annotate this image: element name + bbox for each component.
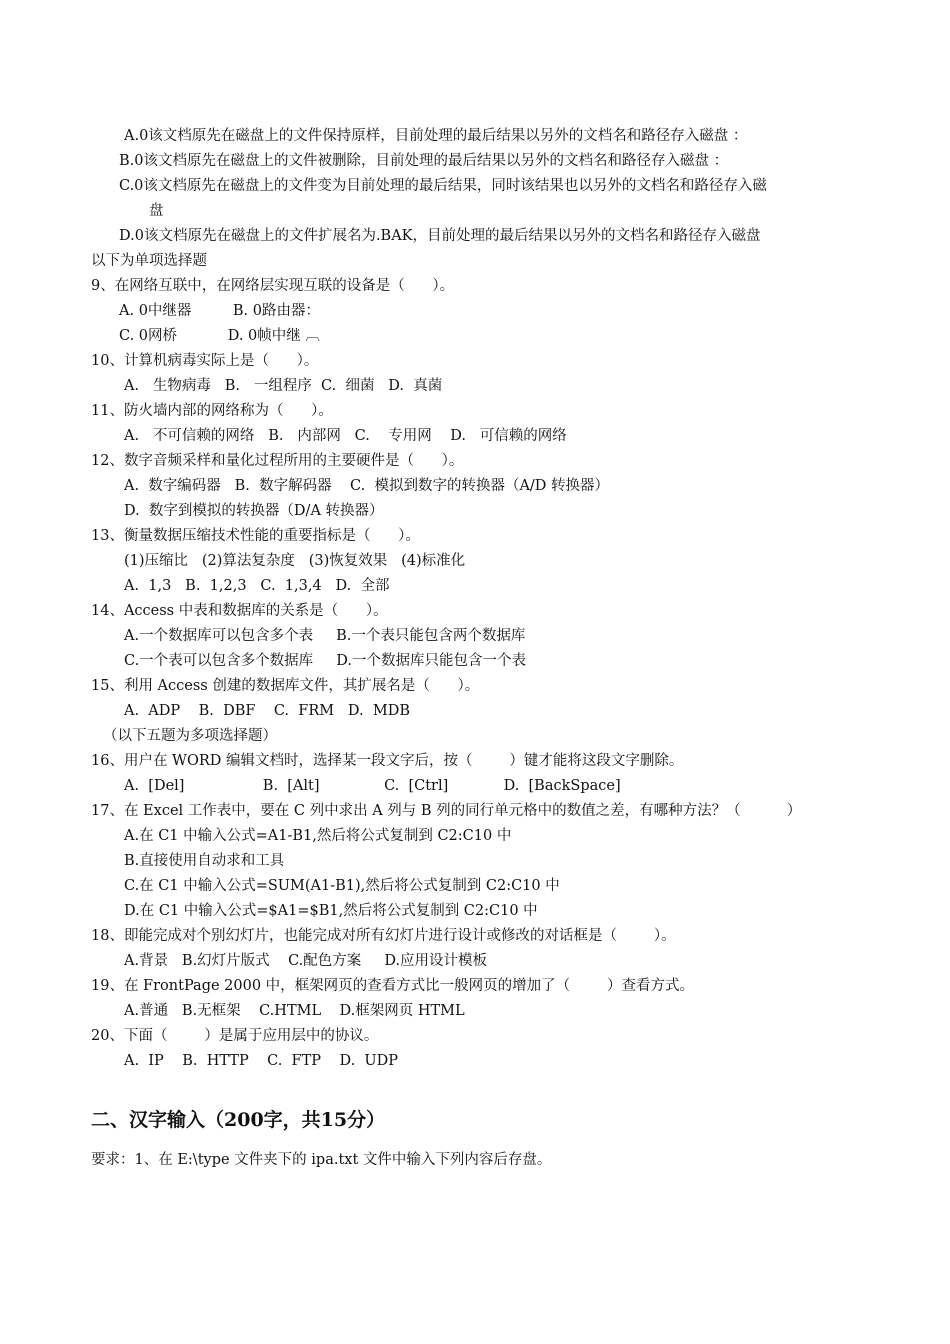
option-c-save-as: C.0该文档原先在磁盘上的文件变为目前处理的最后结果，同时该结果也以另外的文档名和路径存入磁 bbox=[119, 178, 767, 194]
question-18: 18、即能完成对个别幻灯片，也能完成对所有幻灯片进行设计或修改的对话框是（ ）。 bbox=[91, 928, 676, 944]
question-13-options: A. 1,3 B. 1,2,3 C. 1,3,4 D. 全部 bbox=[124, 578, 390, 594]
option-d-save-as: D.0该文档原先在磁盘上的文件扩展名为.BAK，目前处理的最后结果以另外的文档名和路径存入磁盘 bbox=[119, 228, 761, 244]
question-20: 20、下面（ ）是属于应用层中的协议。 bbox=[91, 1028, 379, 1044]
question-10: 10、计算机病毒实际上是（ ）。 bbox=[91, 353, 319, 369]
single-choice-note: 以下为单项选择题 bbox=[91, 253, 207, 269]
question-17-option-c: C.在 C1 中输入公式=SUM(A1-B1),然后将公式复制到 C2:C10 中 bbox=[124, 878, 560, 894]
question-14-options-cd: C.一个表可以包含多个数据库 D.一个数据库只能包含一个表 bbox=[124, 653, 526, 669]
requirement-text: 要求：1、在 E:\type 文件夹下的 ipa.txt 文件中输入下列内容后存盘。 bbox=[91, 1152, 552, 1168]
question-15-options: A. ADP B. DBF C. FRM D. MDB bbox=[124, 703, 410, 719]
question-12-option-d: D. 数字到模拟的转换器（D/A 转换器） bbox=[124, 503, 384, 519]
question-14-options-ab: A.一个数据库可以包含多个表 B.一个表只能包含两个数据库 bbox=[124, 628, 526, 644]
option-c-continuation: 盘 bbox=[149, 203, 164, 219]
question-17-option-d: D.在 C1 中输入公式=$A1=$B1,然后将公式复制到 C2:C10 中 bbox=[124, 903, 538, 919]
question-20-options: A. IP B. HTTP C. FTP D. UDP bbox=[124, 1053, 399, 1069]
question-12-options-abc: A. 数字编码器 B. 数字解码器 C. 模拟到数字的转换器（A/D 转换器） bbox=[124, 478, 610, 494]
question-19: 19、在 FrontPage 2000 中，框架网页的查看方式比一般网页的增加了（ ）查看方式。 bbox=[91, 978, 695, 994]
question-18-options: A.背景 B.幻灯片版式 C.配色方案 D.应用设计模板 bbox=[124, 953, 488, 969]
question-17-option-b: B.直接使用自动求和工具 bbox=[124, 853, 285, 869]
question-19-options: A.普通 B.无框架 C.HTML D.框架网页 HTML bbox=[124, 1003, 465, 1019]
question-16-options: A. [Del] B. [Alt] C. [Ctrl] D. [BackSpace] bbox=[124, 778, 621, 794]
question-16: 16、用户在 WORD 编辑文档时，选择某一段文字后，按（ ）键才能将这段文字删除。 bbox=[91, 753, 684, 769]
question-12: 12、数字音频采样和量化过程所用的主要硬件是（ ）。 bbox=[91, 453, 464, 469]
question-9-options-cd: C. 0网桥 D. 0帧中继 ︹ bbox=[119, 328, 320, 344]
question-10-options: A. 生物病毒 B. 一组程序 C. 细菌 D. 真菌 bbox=[124, 378, 443, 394]
section-heading: 二、汉字输入（200字，共15分） bbox=[91, 1109, 386, 1131]
multi-choice-note: （以下五题为多项选择题） bbox=[103, 728, 277, 744]
question-13: 13、衡量数据压缩技术性能的重要指标是（ ）。 bbox=[91, 528, 420, 544]
question-17-option-a: A.在 C1 中输入公式=A1-B1,然后将公式复制到 C2:C10 中 bbox=[124, 828, 512, 844]
question-11-options: A. 不可信赖的网络 B. 内部网 C. 专用网 D. 可信赖的网络 bbox=[124, 428, 567, 444]
question-11: 11、防火墙内部的网络称为（ ）。 bbox=[91, 403, 333, 419]
question-13-criteria: (1)压缩比 (2)算法复杂度 (3)恢复效果 (4)标准化 bbox=[124, 553, 466, 569]
question-17: 17、在 Excel 工作表中，要在 C 列中求出 A 列与 B 列的同行单元格中的数值之差，有哪种方法？（ ） bbox=[91, 803, 802, 819]
option-b-save-as: B.0该文档原先在磁盘上的文件被删除，目前处理的最后结果以另外的文档名和路径存入磁盘 ： bbox=[119, 153, 729, 169]
question-9: 9、在网络互联中，在网络层实现互联的设备是（ ）。 bbox=[91, 278, 455, 294]
question-9-options-ab: A. 0中继器 B. 0路由器： bbox=[119, 303, 320, 319]
option-a-save-as: A.0该文档原先在磁盘上的文件保持原样，目前处理的最后结果以另外的文档名和路径存入磁盘 ： bbox=[124, 128, 748, 144]
question-15: 15、利用 Access 创建的数据库文件，其扩展名是（ ）。 bbox=[91, 678, 480, 694]
question-14: 14、Access 中表和数据库的关系是（ ）。 bbox=[91, 603, 388, 619]
